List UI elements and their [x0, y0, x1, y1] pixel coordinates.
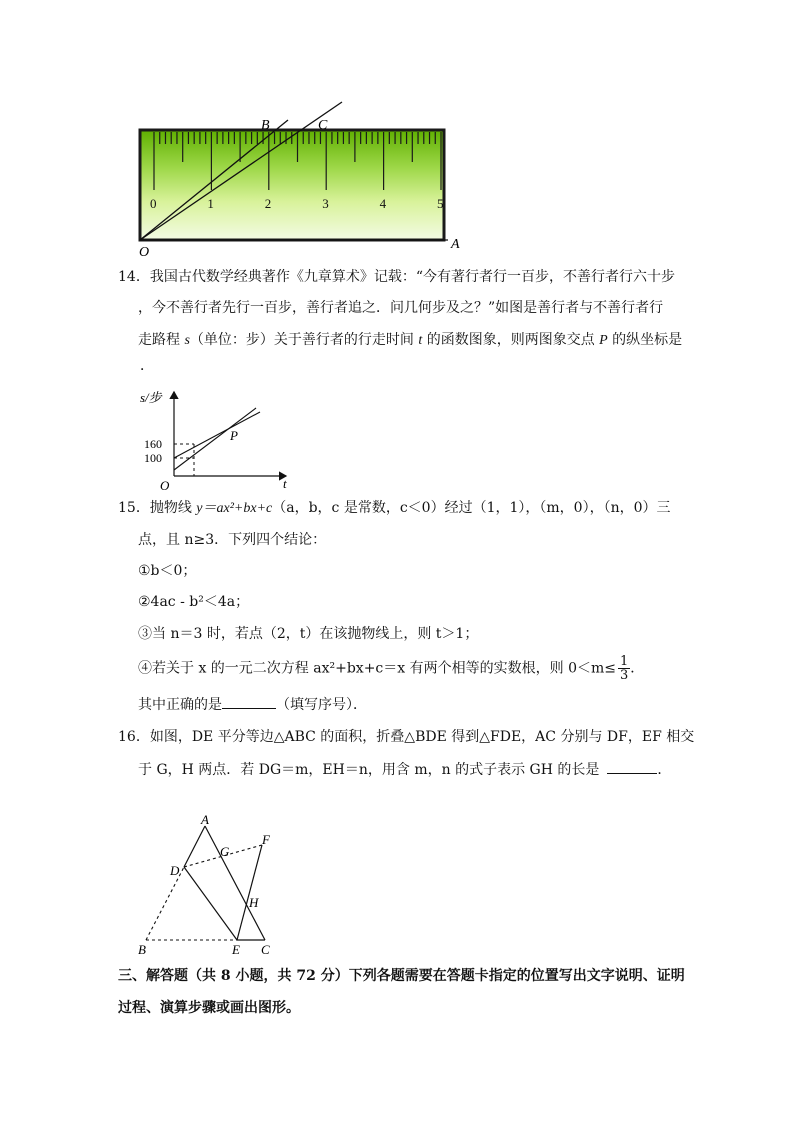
- q16-line1: 16．如图，DE 平分等边△ABC 的面积，折叠△BDE 得到△FDE，AC 分别与 DF，EF 相交: [118, 729, 695, 745]
- q14-x-label: t: [283, 476, 287, 491]
- label-A: A: [451, 237, 460, 252]
- q16-label-C: C: [261, 942, 270, 957]
- ruler-tick-label: 5: [437, 196, 444, 211]
- q16-answer-blank[interactable]: [607, 759, 657, 774]
- q16-label-H: H: [249, 895, 259, 910]
- q14-line1: 14．我国古代数学经典著作《九章算术》记载：“今有著行者行一百步，不善行者行六十步: [118, 269, 675, 285]
- q16-line2: 于 G，H 两点．若 DG＝m，EH＝n，用含 m，n 的式子表示 GH 的长是 ．: [138, 759, 671, 780]
- q14-origin: O: [160, 478, 170, 492]
- q15-answer-blank[interactable]: [222, 694, 276, 709]
- q14-graph: [138, 382, 298, 492]
- ruler-tick-label: 1: [207, 196, 214, 211]
- q14-point-P: P: [230, 428, 238, 443]
- q14-line-good: [174, 408, 256, 470]
- q14-line-poor: [174, 412, 260, 458]
- seg-DE: [184, 867, 237, 940]
- q15-item1: ①b＜0；: [138, 563, 197, 579]
- section3-line1: 三、解答题（共 8 小题，共 72 分）下列各题需要在答题卡指定的位置写出文字说明、证明: [118, 968, 685, 984]
- q14-tick-100: 100: [144, 451, 162, 465]
- q15-item2: ②4ac - b²＜4a；: [138, 594, 250, 610]
- q14-tick-160: 160: [144, 437, 162, 451]
- ruler-tick-label: 2: [264, 196, 272, 211]
- q16-label-B: B: [138, 942, 146, 957]
- q15-fraction: $\frac{1}{3}$: [619, 654, 629, 683]
- q16-label-E: E: [232, 942, 240, 957]
- q16-label-A: A: [201, 812, 209, 827]
- seg-EF: [237, 845, 262, 940]
- q16-number: 16．: [118, 729, 150, 745]
- seg-DA: [184, 826, 205, 867]
- ruler-figure: [130, 98, 470, 258]
- label-O: O: [139, 245, 150, 258]
- q16-label-F: F: [262, 832, 270, 847]
- q16-figure: [132, 812, 282, 958]
- q15-answer: 其中正确的是 （填写序号）．: [138, 694, 367, 715]
- ruler-tick-label: 0: [150, 196, 157, 211]
- q15-item3: ③当 n＝3 时，若点（2，t）在该抛物线上，则 t＞1；: [138, 626, 479, 642]
- ruler-tick-label: 4: [379, 196, 387, 211]
- q14-line4: ．: [140, 358, 154, 374]
- q16-label-D: D: [170, 863, 180, 878]
- q14-y-label: s/步: [140, 390, 162, 405]
- q14-line3: 走路程 s（单位：步）关于善行者的行走时间 t 的函数图象，则两图象交点 P 的纵坐标是: [138, 332, 683, 348]
- q15-number: 15．: [118, 500, 150, 516]
- q16-label-G: G: [220, 844, 230, 859]
- q15-item4: ④若关于 x 的一元二次方程 ax²+bx+c＝x 有两个相等的实数根，则 0＜m≤ $\frac{1}{3}$ ．: [138, 654, 645, 683]
- q15-line1: 15．抛物线 y＝ax²+bx+c（a，b，c 是常数，c＜0）经过（1，1），（m，0），（n，0）三: [118, 500, 671, 516]
- section3-line2: 过程、演算步骤或画出图形。: [118, 1000, 300, 1016]
- label-B: B: [261, 118, 270, 133]
- ruler-body: [140, 130, 444, 240]
- ruler-tick-label: 3: [322, 196, 329, 211]
- q14-line2: ，今不善行者先行一百步，善行者追之．问几何步及之？”如图是善行者与不善行者行: [138, 300, 664, 316]
- label-C: C: [318, 118, 328, 133]
- seg-AC: [205, 826, 265, 940]
- q14-number: 14．: [118, 269, 150, 285]
- q15-line2: 点，且 n≥3．下列四个结论：: [138, 532, 327, 548]
